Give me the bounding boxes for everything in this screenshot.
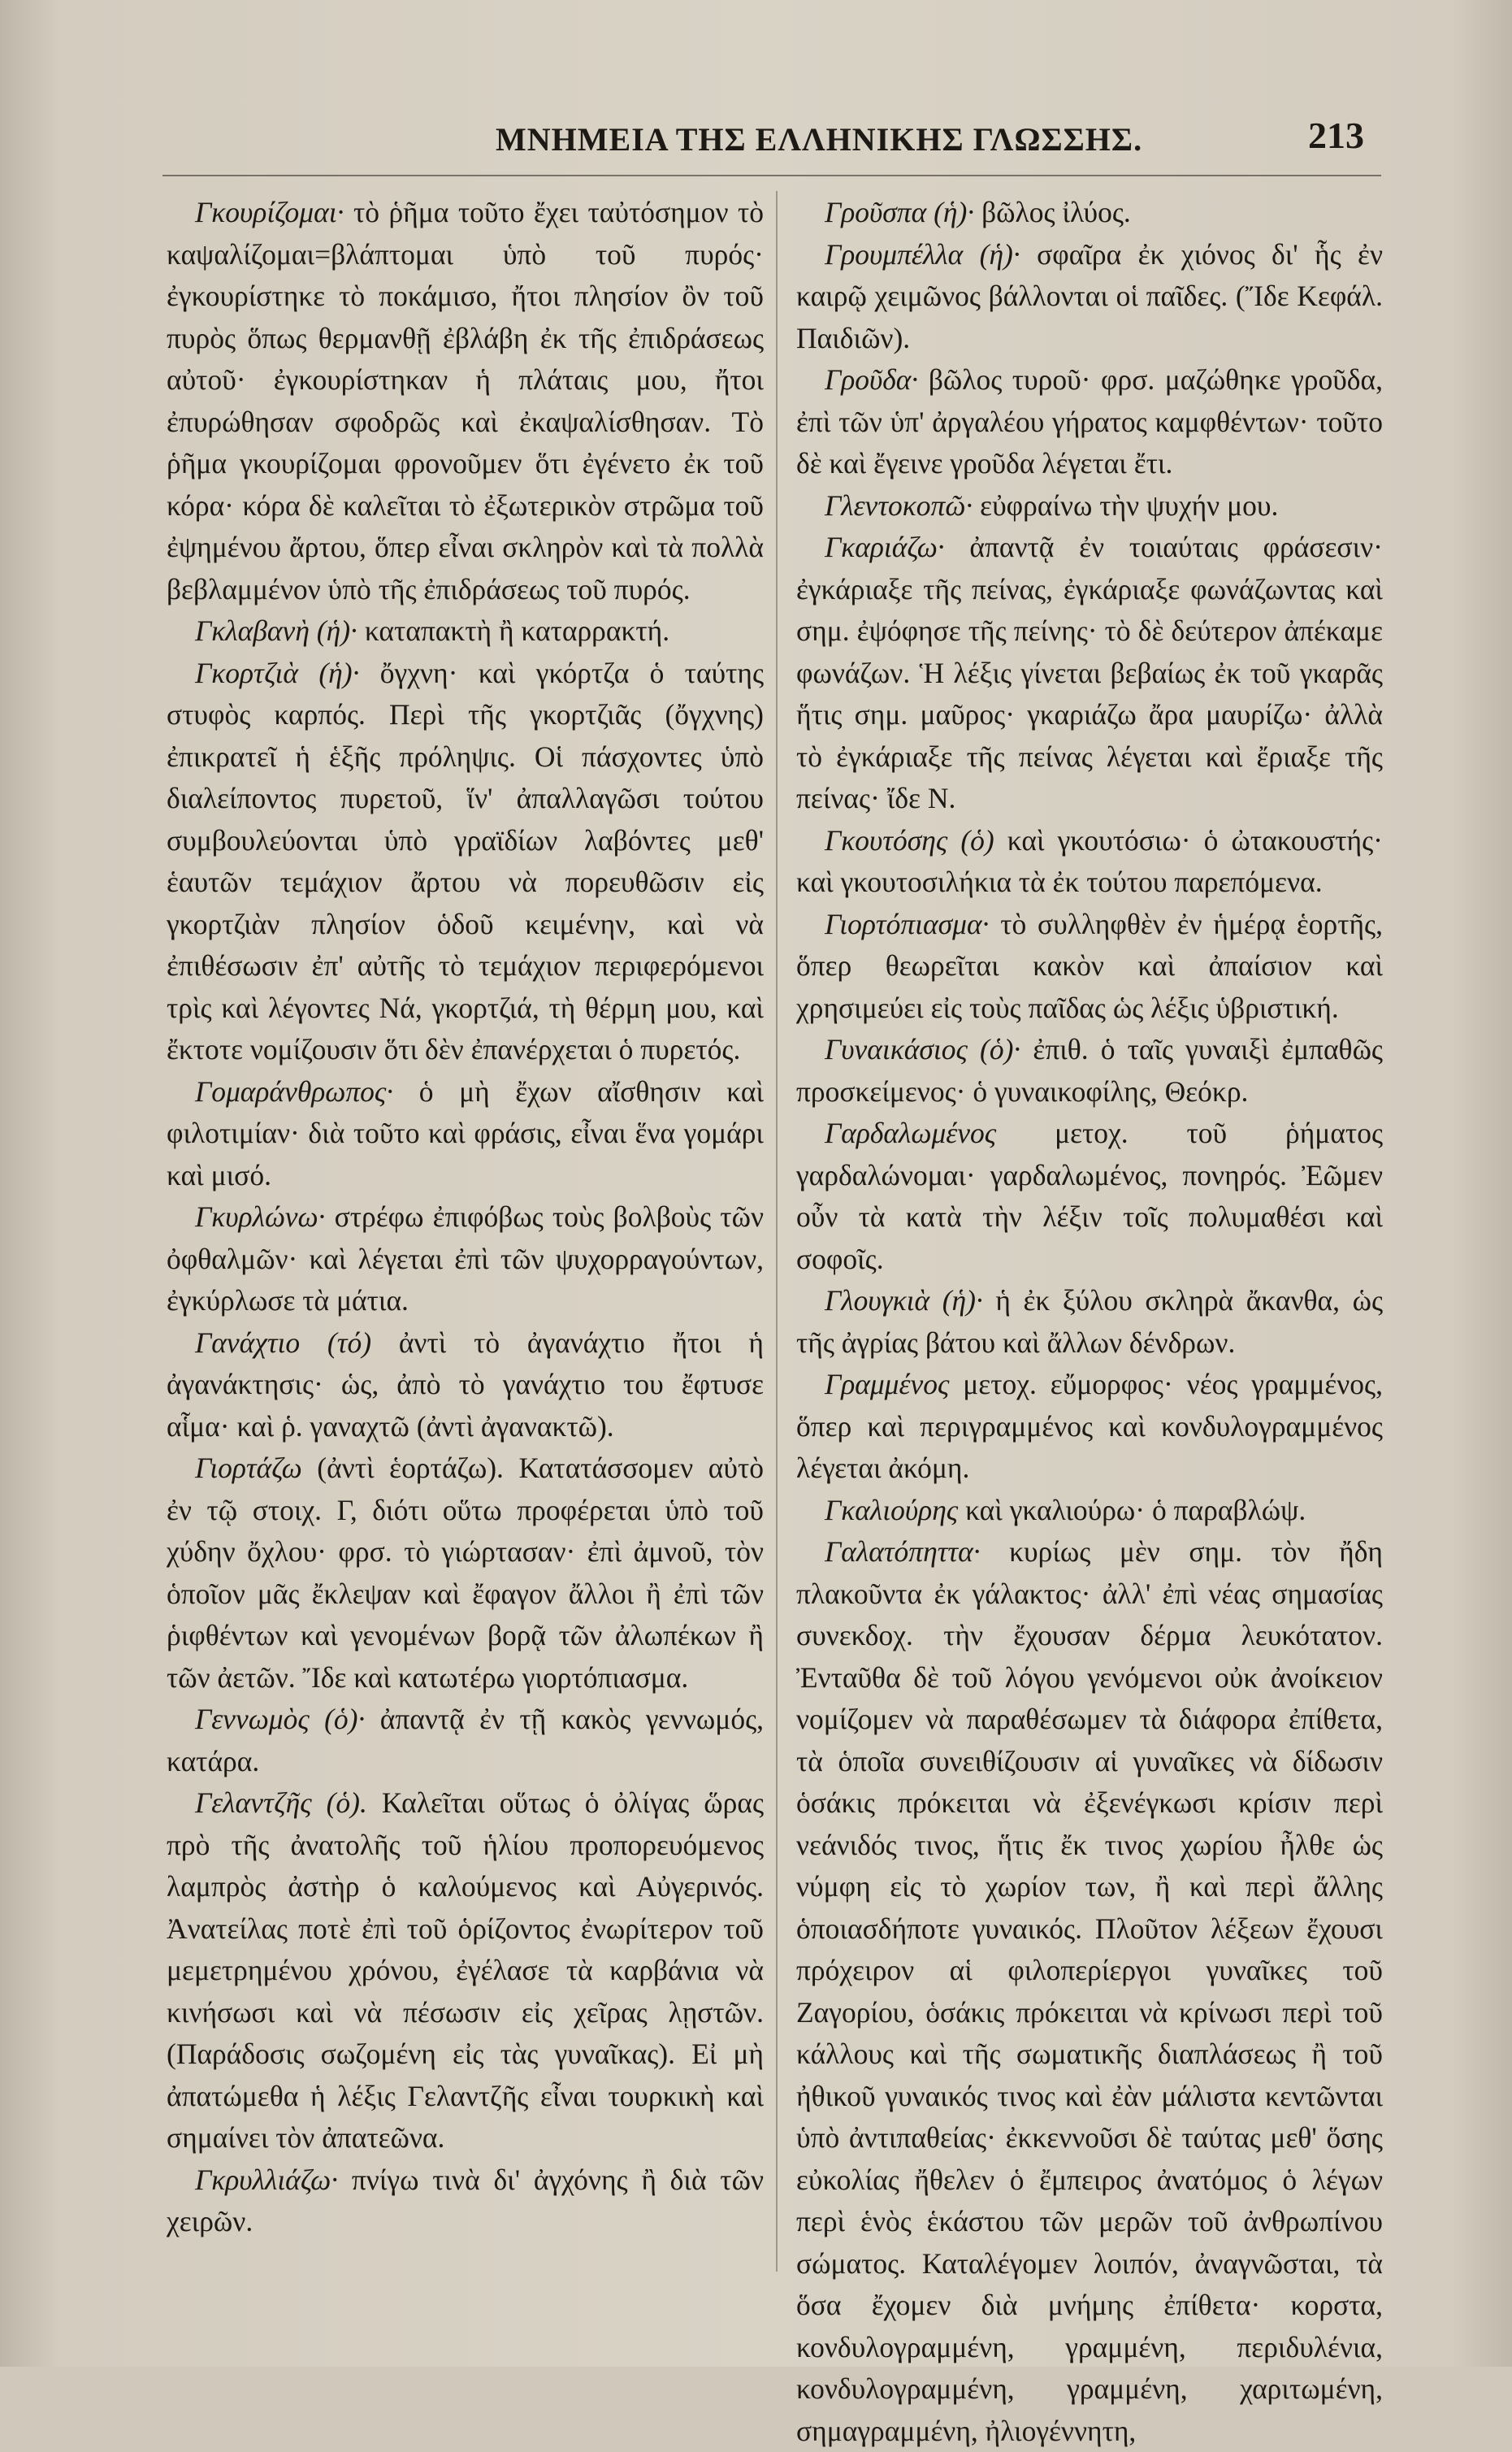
- entry-term: Γροῦδα·: [825, 363, 919, 396]
- dictionary-entry: [796, 1531, 1383, 2452]
- entry-term: Γλεντοκοπῶ·: [825, 488, 973, 522]
- page-number: 213: [1308, 115, 1364, 156]
- entry-text: καὶ γκουτόσιω· ὁ ὠτακουστής· καὶ γκουτοσιλήκια τὰ ἐκ τούτου παρεπόμενα.: [796, 823, 1383, 898]
- entry-text: βῶλος ἰλύος.: [981, 196, 1131, 228]
- entry-term: Γεννωμὸς (ὁ)·: [195, 1703, 366, 1735]
- entry-text: τὸ συλληφθὲν ἐν ἡμέρᾳ ἑορτῆς, ὅπερ θεωρεῖται κακὸν καὶ ἀπαίσιον καὶ χρησιμεύει εἰς τοὺς παῖδας ὡς λέξις ὑβριστική.: [796, 907, 1383, 1024]
- entry-term: Γκαλιούρης: [825, 1493, 959, 1526]
- entry-term: Γκλαβανὴ (ἡ)·: [195, 614, 357, 647]
- dictionary-entry: [167, 1699, 764, 1782]
- entry-term: Γκορτζιὰ (ἡ)·: [195, 656, 360, 689]
- dictionary-entry: [796, 820, 1383, 904]
- entry-text: (ἀντὶ ἑορτάζω). Κατατάσσομεν αὐτὸ ἐν τῷ στοιχ. Γ, διότι οὕτω προφέρεται ὑπὸ τοῦ χύδην ὄχλου· φρσ. τὸ γιώρτασαν· ἐπὶ ἀμνοῦ, τὸν ὁποῖον μᾶς ἔκλεψαν καὶ ἔφαγον ἄλλοι ἢ ἐπὶ τῶν ῥιφθέντων καὶ γενομένων βορᾷ τῶν ἀλωπέκων ἢ τῶν ἀετῶν. Ἴδε καὶ κατωτέρω γιορτόπιασμα.: [167, 1452, 764, 1694]
- dictionary-entry: [796, 359, 1383, 485]
- dictionary-entry: [796, 234, 1383, 360]
- entry-text: ἐπιθ. ὁ ταῖς γυναιξὶ ἐμπαθῶς προσκείμενος· ὁ γυναικοφίλης, Θεόκρ.: [796, 1033, 1383, 1108]
- entry-text: εὐφραίνω τὴν ψυχήν μου.: [980, 488, 1279, 522]
- entry-text: πνίγω τινὰ δι' ἀγχόνης ἢ διὰ τῶν χειρῶν.: [167, 2163, 764, 2237]
- entry-term: Γκουτόσης (ὁ): [825, 823, 994, 857]
- dictionary-entry: [796, 527, 1383, 820]
- dictionary-entry: [167, 1071, 764, 1197]
- entry-text: σφαῖρα ἐκ χιόνος δι' ἧς ἐν καιρῷ χειμῶνος βάλλονται οἱ παῖδες. (Ἴδε Κεφάλ. Παιδιῶν).: [796, 237, 1384, 354]
- entry-term: Γρουμπέλλα (ἡ)·: [825, 237, 1020, 271]
- entry-term: Γλουγκιὰ (ἡ)·: [825, 1284, 983, 1317]
- entry-term: Γκουρίζομαι·: [195, 196, 344, 228]
- entry-term: Γελαντζῆς (ὁ).: [195, 1786, 367, 1819]
- dictionary-entry: [167, 1447, 764, 1699]
- dictionary-entry: [796, 1364, 1383, 1490]
- dictionary-entry: [796, 1113, 1383, 1280]
- entry-term: Γκρυλλιάζω·: [195, 2163, 339, 2196]
- entry-text: ἀπαντᾷ ἐν τοιαύταις φράσεσιν· ἐγκάριαξε τῆς πείνας, ἐγκάριαξε φωνάζωντας καὶ σημ. ἐψόφησε τῆς πείνης· τὸ δὲ δεύτερον ἀπέκαμε φωνάζων. Ἡ λέξις γίνεται βεβαίως ἐκ τοῦ γκαρᾶς ἥτις σημ. μαῦρος· γκαριάζω ἄρα μαυρίζω· ἀλλὰ τὸ ἐγκάριαξε τῆς πείνας λέγεται καὶ ἔριαξε τῆς πείνας· ἴδε Ν.: [796, 531, 1383, 814]
- dictionary-entry: [796, 1280, 1383, 1364]
- entry-text: τὸ ῥῆμα τοῦτο ἔχει ταὐτόσημον τὸ καψαλίζομαι=βλάπτομαι ὑπὸ τοῦ πυρός· ἐγκουρίστηκε τὸ ποκάμισο, ἤτοι πλησίον ὂν τοῦ πυρὸς ὅπως θερμανθῇ ἐβλάβη ἐκ τῆς ἐπιδράσεως αὐτοῦ· ἐγκουρίστηκαν ἡ πλάταις μου, ἤτοι ἐπυρώθησαν σφοδρῶς καὶ ἐκαψαλίσθησαν. Τὸ ῥῆμα γκουρίζομαι φρονοῦμεν ὅτι ἐγένετο ἐκ τοῦ κόρα· κόρα δὲ καλεῖται τὸ ἐξωτερικὸν στρῶμα τοῦ ἐψημένου ἄρτου, ὅπερ εἶναι σκληρὸν καὶ τὰ πολλὰ βεβλαμμένον ὑπὸ τῆς ἐπιδράσεως τοῦ πυρός.: [167, 196, 765, 605]
- entry-text: μετοχ. τοῦ ῥήματος γαρδαλώνομαι· γαρδαλωμένος, πονηρός. Ἐῶμεν οὖν τὰ κατὰ τὴν λέξιν τοῖς πολυμαθέσι καὶ σοφοῖς.: [796, 1117, 1383, 1275]
- dictionary-entry: [167, 1322, 764, 1448]
- dictionary-entry: [167, 610, 764, 653]
- dictionary-entry: [796, 192, 1383, 234]
- left-column: [167, 192, 764, 2243]
- entry-text: ὄγχνη· καὶ γκόρτζα ὁ ταύτης στυφὸς καρπός. Περὶ τῆς γκορτζιᾶς (ὄγχνης) ἐπικρατεῖ ἡ ἑξῆς πρόληψις. Οἱ πάσχοντες ὑπὸ διαλείποντος πυρετοῦ, ἵν' ἀπαλλαγῶσι τούτου συμβουλεύονται ὑπὸ γραϊδίων λαβόντες μεθ' ἑαυτῶν τεμάχιον ἄρτου νὰ πορευθῶσιν εἰς γκορτζιὰν πλησίον ὁδοῦ κειμένην, καὶ νὰ ἐπιθέσωσιν ἐπ' αὐτῆς τὸ τεμάχιον περιφερόμενοι τρὶς καὶ λέγοντες Νά, γκορτζιά, τὴ θέρμη μου, καὶ ἔκτοτε νομίζουσιν ὅτι δὲν ἐπανέρχεται ὁ πυρετός.: [167, 656, 765, 1065]
- dictionary-entry: [167, 2159, 764, 2243]
- right-column: [796, 192, 1383, 2452]
- entry-text: στρέφω ἐπιφόβως τοὺς βολβοὺς τῶν ὀφθαλμῶν· καὶ λέγεται ἐπὶ τῶν ψυχορραγούντων, ἐγκύρλωσε τὰ μάτια.: [167, 1200, 764, 1317]
- entry-term: Γομαράνθρωπος·: [195, 1074, 394, 1108]
- entry-term: Γαλατόπηττα·: [825, 1535, 981, 1568]
- dictionary-entry: [167, 653, 764, 1071]
- header-rule: [162, 175, 1381, 176]
- dictionary-entry: [796, 904, 1383, 1030]
- entry-text: Καλεῖται οὕτως ὁ ὀλίγας ὥρας πρὸ τῆς ἀνατολῆς τοῦ ἡλίου προπορευόμενος λαμπρὸς ἀστὴρ ὁ καλούμενος καὶ Αὐγερινός. Ἀνατείλας ποτὲ ἐπὶ τοῦ ὁρίζοντος ἐνωρίτερον τοῦ μεμετρημένου χρόνου, ἐγέλασε τὰ καρβάνια νὰ κινήσωσι καὶ νὰ πέσωσιν εἰς χεῖρας λῃστῶν. (Παράδοσις σωζομένη εἰς τὰς γυναῖκας). Εἰ μὴ ἀπατώμεθα ἡ λέξις Γελαντζῆς εἶναι τουρκικὴ καὶ σημαίνει τὸν ἀπατεῶνα.: [167, 1786, 765, 2154]
- entry-text: βῶλος τυροῦ· φρσ. μαζώθηκε γροῦδα, ἐπὶ τῶν ὑπ' ἀργαλέου γήρατος καμφθέντων· τοῦτο δὲ καὶ ἔγεινε γροῦδα λέγεται ἔτι.: [796, 363, 1383, 480]
- entry-term: Γκυρλώνω·: [195, 1200, 326, 1233]
- entry-term: Γαρδαλωμένος: [825, 1117, 997, 1149]
- entry-term: Γιορτάζω: [195, 1452, 302, 1484]
- entry-term: Γιορτόπιασμα·: [825, 907, 990, 940]
- dictionary-entry: [796, 485, 1383, 527]
- column-divider: [776, 191, 778, 2272]
- entry-text: ἀπαντᾷ ἐν τῇ κακὸς γεννωμός, κατάρα.: [167, 1703, 764, 1777]
- dictionary-entry: [167, 1196, 764, 1322]
- entry-text: ἀντὶ τὸ ἀγανάχτιο ἤτοι ἡ ἀγανάκτησις· ὡς, ἀπὸ τὸ γανάχτιο του ἔφτυσε αἷμα· καὶ ῥ. γαναχτῶ (ἀντὶ ἀγανακτῶ).: [167, 1326, 764, 1443]
- entry-term: Γυναικάσιος (ὁ)·: [825, 1033, 1021, 1065]
- entry-text: καὶ γκαλιούρω· ὁ παραβλώψ.: [965, 1493, 1306, 1526]
- entry-term: Γανάχτιο (τό): [195, 1326, 372, 1359]
- running-header: ΜΝΗΜΕΙΑ ΤΗΣ ΕΛΛΗΝΙΚΗΣ ΓΛΩΣΣΗΣ.: [496, 121, 1143, 158]
- entry-text: μετοχ. εὔμορφος· νέος γραμμένος, ὅπερ καὶ περιγραμμένος καὶ κονδυλογραμμένος λέγεται ἀκόμη.: [796, 1368, 1383, 1484]
- entry-term: Γροῦσπα (ἡ)·: [825, 196, 975, 228]
- dictionary-entry: [796, 1029, 1383, 1113]
- entry-text: κυρίως μὲν σημ. τὸν ἤδη πλακοῦντα ἐκ γάλακτος· ἀλλ' ἐπὶ νέας σημασίας συνεκδοχ. τὴν ἔχουσαν δέρμα λευκότατον. Ἐνταῦθα δὲ τοῦ λόγου γενόμενοι οὐκ ἀνοίκειον νομίζομεν νὰ παραθέσωμεν τὰ διάφορα ἐπίθετα, τὰ ὁποῖα συνειθίζουσιν αἱ γυναῖκες νὰ δίδωσιν ὁσάκις πρόκειται νὰ ἐξενέγκωσι κρίσιν περὶ νεάνιδός τινος, ἥτις ἔκ τινος χωρίου ἦλθε ὡς νύμφη εἰς τὸ χωρίον των, ἢ καὶ περὶ ἄλλης ὁποιασδήποτε γυναικός. Πλοῦτον λέξεων ἔχουσι πρόχειρον αἱ φιλοπερίεργοι γυναῖκες τοῦ Ζαγορίου, ὁσάκις πρόκειται νὰ κρίνωσι περὶ τοῦ κάλλους καὶ τῆς σωματικῆς διαπλάσεως ἢ τοῦ ἠθικοῦ γυναικός τινος καὶ ἐὰν μάλιστα κεντῶνται ὑπὸ ἀντιπαθείας· ἐκκεννοῦσι δὲ ταύτας μεθ' ὅσης εὐκολίας ἤθελεν ὁ ἔμπειρος ἀνατόμος ὁ λέγων περὶ ἑνὸς ἑκάστου τῶν μερῶν τοῦ ἀνθρωπίνου σώματος. Καταλέγομεν λοιπόν, ἀναγνῶσται, τὰ ὅσα ἔχομεν διὰ μνήμης ἐπίθετα· κορστα, κονδυλογραμμένη, γραμμένη, περιδυλένια, κονδυλογραμμένη, γραμμένη, χαριτωμένη, σημαγραμμένη, ἠλιογέννητη,: [796, 1535, 1384, 2447]
- entry-term: Γκαριάζω·: [825, 531, 945, 563]
- entry-text: ἡ ἐκ ξύλου σκληρὰ ἄκανθα, ὡς τῆς ἀγρίας βάτου καὶ ἄλλων δένδρων.: [796, 1284, 1383, 1359]
- entry-text: καταπακτὴ ἢ καταρρακτή.: [364, 614, 670, 647]
- entry-term: Γραμμένος: [825, 1368, 950, 1400]
- dictionary-entry: [167, 192, 764, 610]
- dictionary-entry: [796, 1490, 1383, 1532]
- entry-text: ὁ μὴ ἔχων αἴσθησιν καὶ φιλοτιμίαν· διὰ τοῦτο καὶ φράσις, εἶναι ἕνα γομάρι καὶ μισό.: [167, 1074, 764, 1191]
- dictionary-entry: [167, 1782, 764, 2159]
